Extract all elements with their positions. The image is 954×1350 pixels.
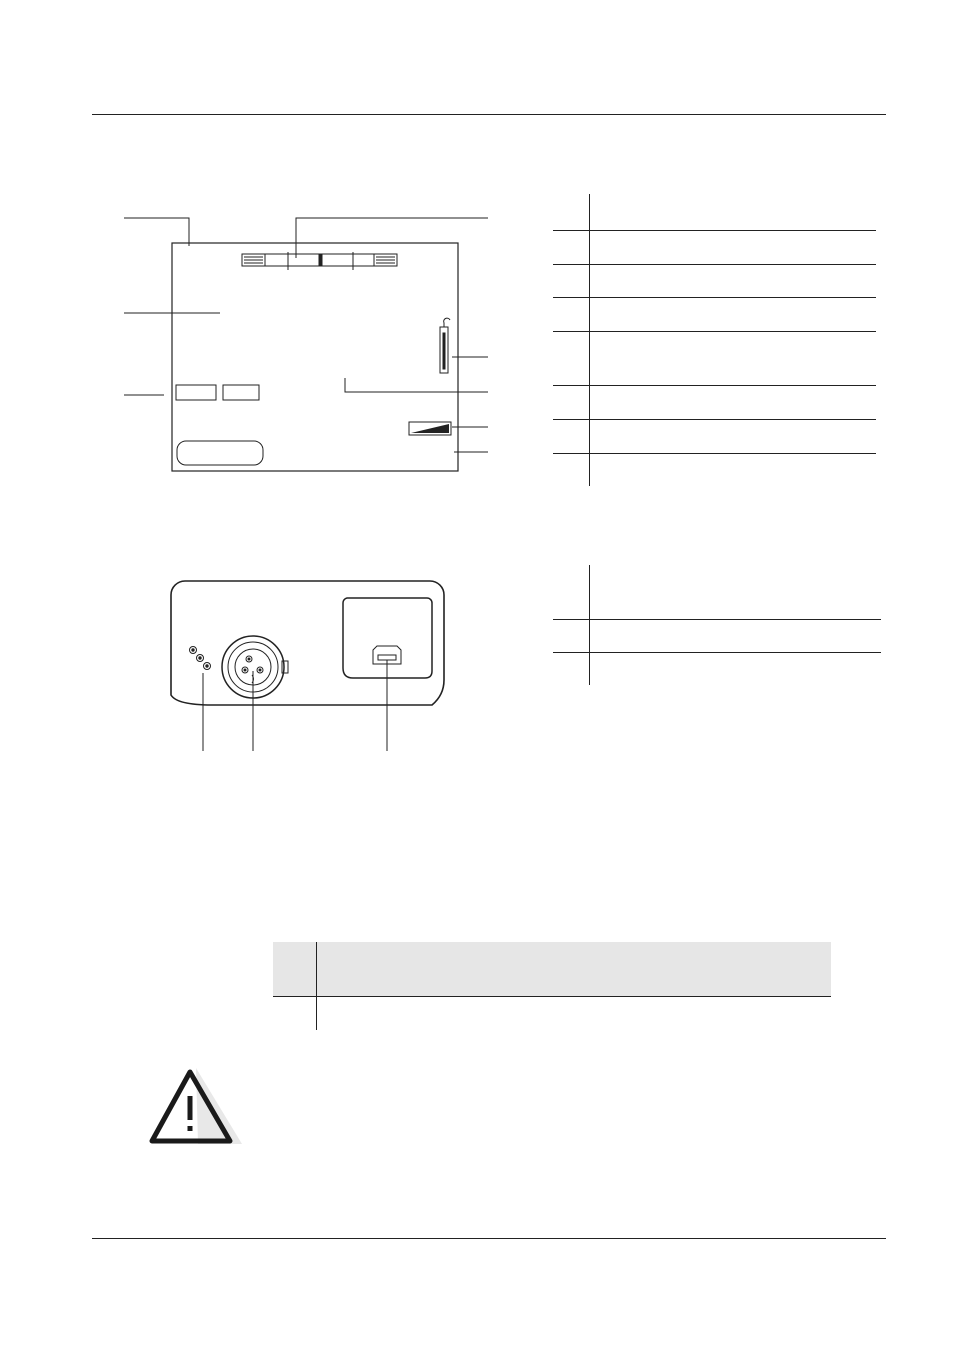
bar-graph — [242, 252, 397, 270]
info-table-divider — [316, 942, 317, 1030]
display-legend-row — [553, 331, 876, 332]
display-legend-row — [553, 230, 876, 231]
callout-2 — [296, 218, 488, 258]
instrument-housing — [171, 581, 444, 705]
display-legend-row — [553, 297, 876, 298]
display-legend-divider — [589, 194, 590, 486]
header-rule — [92, 114, 886, 115]
led-icon — [190, 647, 211, 670]
callout-6 — [345, 378, 488, 392]
display-status-box — [177, 441, 263, 465]
display-legend-row — [553, 453, 876, 454]
info-table-rule — [273, 996, 831, 997]
battery-icon — [409, 422, 451, 435]
probe-icon — [440, 318, 450, 373]
sensor-socket-icon — [222, 636, 288, 698]
info-table-header — [273, 942, 831, 996]
display-diagram — [110, 200, 500, 490]
socket-legend-divider — [589, 565, 590, 685]
socket-legend-row — [553, 619, 881, 620]
socket-legend-row — [553, 652, 881, 653]
display-screen — [172, 243, 458, 471]
footer-rule — [92, 1238, 886, 1239]
warning-triangle-icon — [148, 1064, 244, 1146]
callout-1 — [124, 218, 189, 246]
socket-panel-diagram — [165, 575, 455, 755]
display-field-1 — [176, 385, 216, 400]
display-legend-row — [553, 419, 876, 420]
display-legend-row — [553, 385, 876, 386]
display-legend-row — [553, 264, 876, 265]
display-field-2 — [223, 385, 259, 400]
